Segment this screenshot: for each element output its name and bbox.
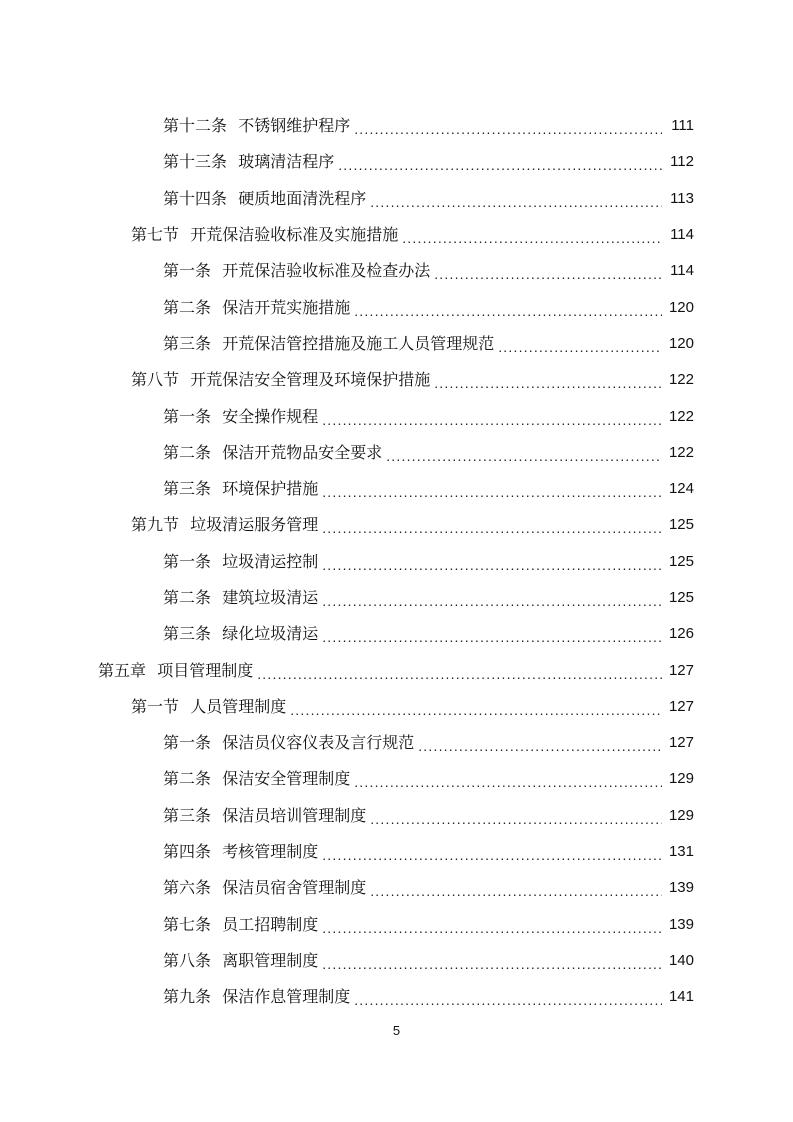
- toc-entry-label: [163, 624, 318, 644]
- toc-entry-page: 114: [670, 226, 694, 244]
- toc-entry-title: 保洁安全管理制度: [222, 769, 351, 789]
- toc-entry-title: 开荒保洁验收标准及检查办法: [222, 261, 431, 281]
- toc-dot-leader: [370, 881, 662, 901]
- toc-entry-page: 139: [668, 915, 694, 933]
- toc-entry-number: 第六条: [163, 878, 212, 898]
- toc-entry-number: 第九条: [163, 987, 212, 1007]
- toc-dot-leader: [322, 845, 662, 865]
- toc-entry-number: 第三条: [163, 333, 212, 353]
- toc-dot-leader: [322, 918, 662, 938]
- toc-dot-leader: [322, 591, 662, 611]
- toc-entry[interactable]: [163, 798, 793, 834]
- toc-entry-label: [131, 225, 398, 245]
- toc-dot-leader: [354, 301, 662, 321]
- toc-entry-number: 第一条: [163, 733, 212, 753]
- toc-entry-title: 开荒保洁管控措施及施工人员管理规范: [222, 333, 495, 353]
- toc-entry-page: 122: [668, 443, 694, 461]
- toc-entry-number: 第一节: [131, 696, 180, 716]
- toc-entry[interactable]: [163, 144, 793, 180]
- toc-entry-number: 第二条: [163, 769, 212, 789]
- toc-entry-title: 绿化垃圾清运: [222, 624, 319, 644]
- toc-entry-page: 120: [668, 298, 694, 316]
- toc-entry-page: 125: [668, 516, 694, 534]
- toc-dot-leader: [498, 337, 662, 357]
- toc-entry-label: [163, 261, 430, 281]
- toc-entry-title: 保洁开荒物品安全要求: [222, 442, 383, 462]
- toc-entry[interactable]: [131, 689, 793, 725]
- toc-dot-leader: [322, 627, 662, 647]
- toc-dot-leader: [434, 373, 662, 393]
- toc-entry-label: [163, 152, 334, 172]
- toc-entry-title: 项目管理制度: [157, 660, 254, 680]
- toc-entry-page: 127: [668, 661, 694, 679]
- toc-dot-leader: [418, 736, 662, 756]
- toc-entry-page: 126: [668, 625, 694, 643]
- toc-entry-label: [163, 189, 366, 209]
- toc-entry-number: 第二条: [163, 588, 212, 607]
- toc-entry[interactable]: [163, 253, 793, 289]
- toc-dot-leader: [257, 664, 662, 684]
- toc-entry-label: [163, 733, 414, 753]
- toc-entry-number: 第十二条: [163, 116, 228, 136]
- toc-entry-title: 保洁作息管理制度: [222, 987, 351, 1007]
- toc-entry-title: 不锈钢维护程序: [238, 116, 351, 136]
- toc-entry-label: [163, 842, 318, 862]
- toc-entry-page: 125: [668, 552, 694, 570]
- toc-entry-label: [163, 334, 494, 354]
- toc-entry-number: 第七条: [163, 914, 212, 934]
- toc-entry-title: 垃圾清运服务管理: [190, 515, 319, 535]
- toc-entry-number: 第三条: [163, 805, 212, 825]
- toc-entry-page: 122: [668, 371, 694, 389]
- toc-entry-page: 111: [671, 117, 694, 135]
- toc-entry-label: [163, 878, 366, 898]
- toc-entry-page: 124: [668, 480, 694, 498]
- toc-entry-page: 125: [668, 589, 694, 606]
- toc-entry-page: 127: [668, 697, 694, 715]
- toc-entry-page: 120: [668, 334, 694, 352]
- toc-entry-page: 140: [668, 951, 694, 969]
- toc-dot-leader: [386, 446, 662, 466]
- toc-entry-number: 第一条: [163, 261, 212, 281]
- toc-entry-number: 第十四条: [163, 188, 228, 208]
- toc-entry[interactable]: [163, 943, 793, 979]
- toc-dot-leader: [370, 192, 662, 212]
- toc-entry-label: [98, 661, 253, 681]
- toc-dot-leader: [322, 410, 662, 430]
- toc-entry-title: 保洁员仪容仪表及言行规范: [222, 733, 415, 753]
- toc-entry-title: 环境保护措施: [222, 479, 319, 499]
- toc-entry-number: 第一条: [163, 551, 212, 571]
- toc-entry-page: 129: [668, 806, 694, 824]
- toc-entry-number: 第一条: [163, 406, 212, 426]
- toc-entry-page: 129: [668, 770, 694, 788]
- toc-entry[interactable]: [163, 544, 793, 580]
- toc-entry-page: 122: [668, 407, 694, 425]
- toc-entry-title: 安全操作规程: [222, 406, 319, 426]
- toc-dot-leader: [434, 264, 662, 284]
- toc-entry-label: [163, 769, 350, 789]
- page-number: 5: [392, 1023, 401, 1038]
- toc-entry-page: 141: [668, 988, 694, 1006]
- toc-entry-title: 保洁员宿舍管理制度: [222, 878, 367, 898]
- toc-dot-leader: [322, 555, 662, 575]
- toc-entry-number: 第八条: [163, 950, 212, 970]
- toc-entry[interactable]: [163, 108, 793, 144]
- toc-entry[interactable]: [131, 217, 793, 253]
- toc-dot-leader: [322, 482, 662, 502]
- toc-entry[interactable]: [131, 507, 793, 543]
- toc-dot-leader: [354, 119, 662, 139]
- toc-entry[interactable]: [163, 761, 793, 797]
- toc-entry-title: 硬质地面清洗程序: [238, 188, 367, 208]
- toc-entry-number: 第五章: [98, 660, 147, 680]
- toc-dot-leader: [322, 954, 662, 974]
- toc-entry[interactable]: [163, 471, 793, 507]
- toc-entry-label: [131, 697, 286, 717]
- toc-entry[interactable]: [131, 362, 793, 398]
- toc-entry-page: 112: [670, 153, 694, 171]
- toc-entry-page: 113: [670, 189, 694, 207]
- toc-entry-label: [163, 407, 318, 427]
- toc-entry-number: 第三条: [163, 624, 212, 644]
- toc-entry-label: [131, 370, 430, 390]
- toc-entry[interactable]: [163, 725, 793, 761]
- toc-entry-label: [163, 116, 350, 136]
- toc-entry-number: 第十三条: [163, 152, 228, 172]
- toc-entry-number: 第三条: [163, 479, 212, 499]
- toc-entry-label: [131, 515, 318, 535]
- toc-entry-title: 开荒保洁验收标准及实施措施: [190, 225, 399, 245]
- toc-entry-title: 离职管理制度: [222, 950, 319, 970]
- toc-entry-number: 第四条: [163, 842, 212, 862]
- toc-entry-number: 第七节: [131, 225, 180, 245]
- toc-entry-number: 第二条: [163, 442, 212, 462]
- toc-entry[interactable]: [163, 289, 793, 325]
- toc-entry[interactable]: [163, 435, 793, 471]
- toc-entry[interactable]: [163, 979, 793, 1015]
- toc-entry-number: 第二条: [163, 297, 212, 317]
- toc-dot-leader: [322, 518, 662, 538]
- toc-entry-title: 保洁开荒实施措施: [222, 297, 351, 317]
- toc-dot-leader: [354, 990, 662, 1010]
- toc-entry-label: [163, 951, 318, 971]
- toc-entry-label: [163, 552, 318, 572]
- toc-entry-label: [163, 479, 318, 499]
- toc-entry-title: 员工招聘制度: [222, 914, 319, 934]
- toc-entry-number: 第九节: [131, 515, 180, 535]
- toc-entry-page: 139: [668, 879, 694, 897]
- toc-entry-title: 人员管理制度: [190, 696, 287, 716]
- toc-entry-label: [163, 987, 350, 1007]
- toc-entry-label: [163, 915, 318, 935]
- toc-entry[interactable]: [163, 398, 793, 434]
- toc-entry[interactable]: [163, 181, 793, 217]
- toc-entry-page: 114: [670, 262, 694, 280]
- toc-entry-page: 131: [668, 843, 694, 861]
- toc-entry-title: 垃圾清运控制: [222, 551, 319, 571]
- toc-entry-label: [163, 588, 318, 608]
- toc-entry-title: 开荒保洁安全管理及环境保护措施: [190, 370, 431, 390]
- toc-entry-title: 保洁员培训管理制度: [222, 805, 367, 825]
- toc-entry-title: 考核管理制度: [222, 842, 319, 862]
- toc-entry-title: 玻璃清洁程序: [238, 152, 335, 172]
- toc-entry[interactable]: [163, 907, 793, 943]
- toc-dot-leader: [402, 228, 662, 248]
- toc-entry-title: 建筑垃圾清运: [222, 588, 319, 607]
- table-of-contents: [0, 108, 793, 1015]
- toc-entry[interactable]: [163, 616, 793, 652]
- toc-entry-number: 第八节: [131, 370, 180, 390]
- toc-entry-page: 127: [668, 734, 694, 752]
- toc-entry[interactable]: [163, 580, 793, 616]
- toc-entry[interactable]: [163, 326, 793, 362]
- toc-entry-label: [163, 298, 350, 318]
- toc-entry-label: [163, 806, 366, 826]
- toc-dot-leader: [290, 700, 662, 720]
- toc-entry[interactable]: [98, 652, 793, 688]
- toc-dot-leader: [370, 809, 662, 829]
- toc-entry[interactable]: [163, 834, 793, 870]
- toc-entry-label: [163, 443, 382, 463]
- toc-dot-leader: [354, 772, 662, 792]
- toc-dot-leader: [338, 155, 662, 175]
- toc-entry[interactable]: [163, 870, 793, 906]
